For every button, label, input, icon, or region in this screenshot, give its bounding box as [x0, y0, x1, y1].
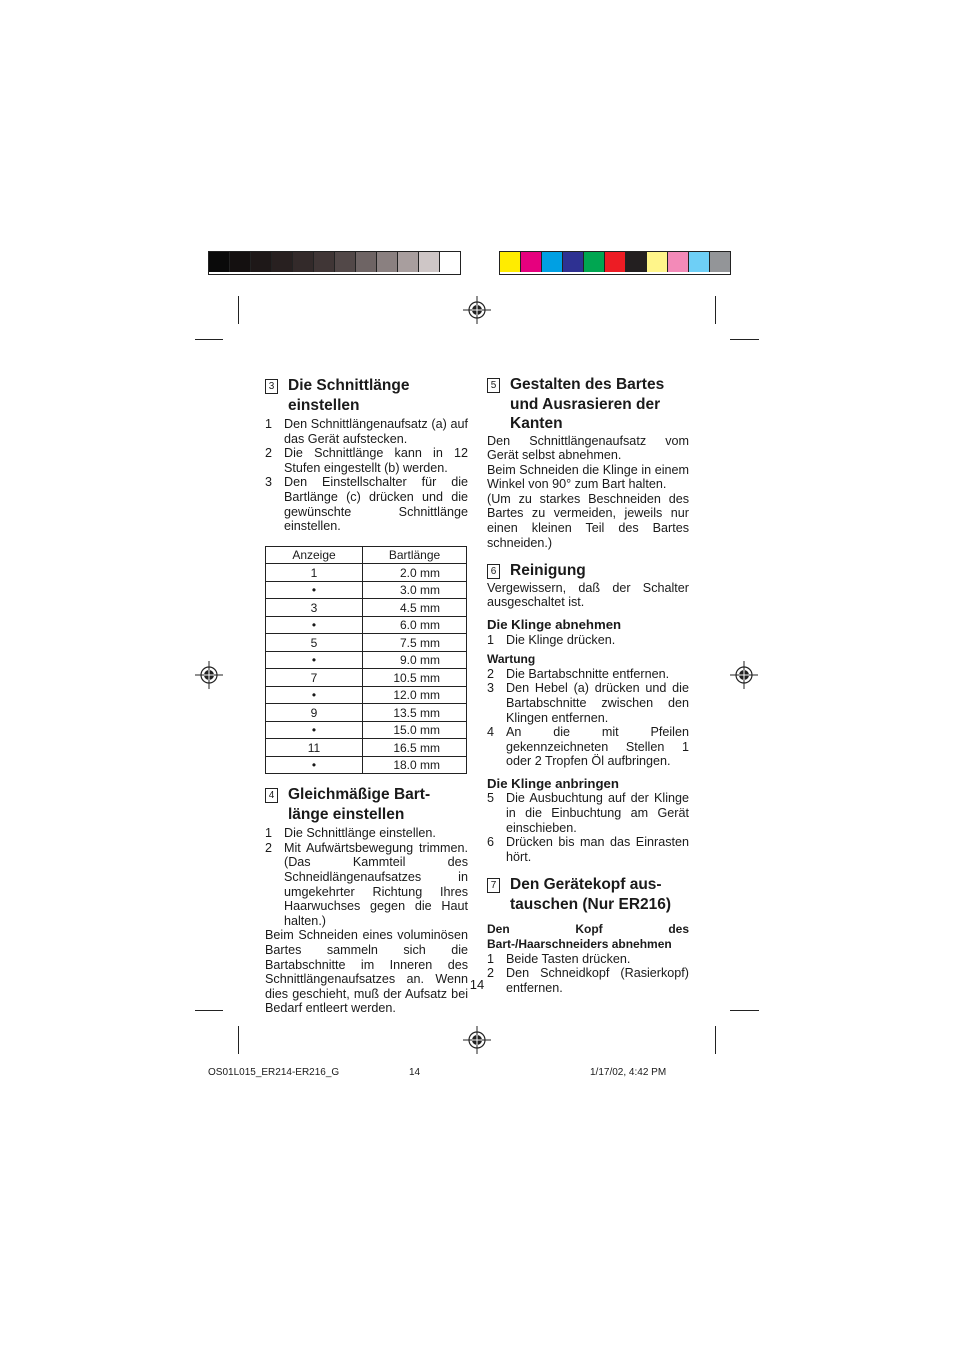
color-swatch	[419, 252, 440, 272]
color-swatch	[377, 252, 398, 272]
color-swatch	[710, 252, 730, 272]
section-3-heading	[265, 376, 468, 415]
color-swatch	[251, 252, 272, 272]
list-item: 2 Die Bartabschnitte entfernen.	[487, 666, 670, 681]
list-item: 2 Die Schnittlänge kann in 12 Stufen eingestellt (b) werden.	[265, 446, 468, 475]
table-row	[266, 686, 467, 704]
table-row	[266, 739, 467, 757]
section-7	[487, 875, 689, 995]
color-swatch	[584, 252, 605, 272]
cut-length-table	[265, 546, 467, 775]
color-swatch	[398, 252, 419, 272]
color-swatch	[272, 252, 293, 272]
table-row	[266, 669, 467, 687]
table-row	[266, 756, 467, 774]
left-column	[265, 376, 468, 1016]
beard-length-cell: 9.0 mm	[363, 651, 467, 669]
section-number-badge: 5	[487, 378, 500, 393]
cut-length-table-body	[266, 564, 467, 774]
list-item: 1 Die Klinge drücken.	[487, 632, 616, 647]
section-3	[265, 376, 468, 534]
crop-mark-bottom-right-horizontal	[730, 1010, 759, 1011]
section-7-title-line1: Den Gerätekopf aus-	[510, 876, 662, 894]
footer-file-name: OS01L015_ER214-ER216_G	[208, 1067, 340, 1078]
crop-mark-bottom-right-vertical	[715, 1026, 716, 1054]
section-5-paragraph-2: Beim Schneiden die Klinge in einem Winkel von 90° zum Bart halten.	[487, 462, 689, 492]
section-number-badge: 4	[265, 788, 278, 803]
beard-length-cell: 10.5 mm	[363, 669, 467, 687]
right-column	[487, 375, 689, 995]
registration-mark-bottom-icon	[463, 1026, 491, 1054]
section-5-heading	[487, 375, 689, 434]
list-item: 1 Die Schnittlänge einstellen.	[265, 826, 436, 841]
color-swatch	[335, 252, 356, 272]
section-number-badge: 6	[487, 564, 500, 579]
footer-page: 14	[409, 1067, 421, 1078]
section-6-title: Reinigung	[510, 562, 586, 580]
indicator-cell: 11	[266, 739, 363, 757]
registration-mark-right-icon	[730, 661, 758, 689]
color-swatch	[689, 252, 710, 272]
indicator-cell: 5	[266, 634, 363, 652]
beard-length-cell: 15.0 mm	[363, 721, 467, 739]
color-swatch	[605, 252, 626, 272]
beard-length-cell: 2.0 mm	[363, 564, 467, 582]
indicator-cell: •	[266, 721, 363, 739]
list-item: 3 Den Hebel (a) drücken und die Bartabschnitte zwischen den Klingen entfernen.	[487, 681, 689, 725]
color-swatch	[293, 252, 314, 272]
section-4-title-line2: länge einstellen	[288, 805, 405, 823]
section-7-title-line2: tauschen (Nur ER216)	[510, 895, 672, 913]
section-5-title-line3: Kanten	[510, 415, 563, 432]
list-item: 6 Drücken bis man das Einrasten hört.	[487, 835, 689, 864]
beard-length-cell: 12.0 mm	[363, 686, 467, 704]
table-row	[266, 616, 467, 634]
table-row	[266, 704, 467, 722]
color-swatch	[440, 252, 460, 272]
grayscale-color-bar	[208, 251, 461, 275]
table-header-beard-length: Bartlänge	[363, 546, 467, 564]
section-7-heading	[487, 875, 689, 914]
section-5-paragraph-1: Den Schnittlängenaufsatz vom Gerät selbst abnehmen.	[487, 433, 689, 463]
indicator-cell: 7	[266, 669, 363, 687]
crop-mark-top-right-horizontal	[730, 339, 759, 340]
table-header-indicator: Anzeige	[266, 546, 363, 564]
section-4-paragraph: Beim Schneiden eines voluminösen Bartes sammeln sich die Bartabschnitte im Inneren des Schnittlängenaufsatzes an. Wenn dies geschieht, muß der Aufsatz bei Bedarf entleert werden.	[265, 928, 468, 1016]
color-swatch	[647, 252, 668, 272]
color-swatch	[500, 252, 521, 272]
color-swatch	[668, 252, 689, 272]
registration-mark-top-icon	[463, 296, 491, 324]
list-item: 2 Mit Aufwärtsbewegung trimmen. (Das Kammteil des Schneidlängenaufsatzes in umgekehrter Richtung Ihres Haarwuchses gegen die Haut halten.)	[265, 840, 468, 928]
list-item: 3 Den Einstellschalter für die Bartlänge (c) drücken und die gewünschte Schnittlänge einstellen.	[265, 475, 468, 534]
indicator-cell: •	[266, 651, 363, 669]
remove-blade-steps	[487, 633, 689, 648]
indicator-cell: •	[266, 686, 363, 704]
beard-length-cell: 3.0 mm	[363, 581, 467, 599]
beard-length-cell: 6.0 mm	[363, 616, 467, 634]
indicator-cell: •	[266, 756, 363, 774]
color-swatch	[314, 252, 335, 272]
beard-length-cell: 16.5 mm	[363, 739, 467, 757]
section-3-title-line1: Die Schnittlänge	[288, 377, 410, 394]
section-5-title-line1: Gestalten des Bartes	[510, 376, 665, 393]
subheading-remove-blade: Die Klinge abnehmen	[487, 616, 622, 632]
subheading-attach-blade: Die Klinge anbringen	[487, 775, 619, 791]
indicator-cell: 3	[266, 599, 363, 617]
beard-length-cell: 4.5 mm	[363, 599, 467, 617]
beard-length-cell: 18.0 mm	[363, 756, 467, 774]
crop-mark-bottom-left-horizontal	[195, 1010, 223, 1011]
indicator-cell: •	[266, 581, 363, 599]
section-5-title-line2: und Ausrasieren der	[510, 395, 661, 413]
table-row	[266, 564, 467, 582]
table-row	[266, 599, 467, 617]
section-3-title-line2: einstellen	[288, 396, 360, 414]
footer-date: 1/17/02, 4:42 PM	[590, 1067, 667, 1078]
beard-length-cell: 7.5 mm	[363, 634, 467, 652]
table-row	[266, 721, 467, 739]
color-swatch	[521, 252, 542, 272]
table-row	[266, 581, 467, 599]
subheading-maintenance: Wartung	[487, 652, 536, 667]
color-swatch	[356, 252, 377, 272]
section-6-heading	[487, 561, 689, 581]
color-swatch	[230, 252, 251, 272]
crop-mark-top-right-vertical	[715, 296, 716, 324]
list-item: 5 Die Ausbuchtung auf der Klinge in die Einbuchtung am Gerät einschieben.	[487, 791, 689, 835]
table-row	[266, 634, 467, 652]
indicator-cell: 1	[266, 564, 363, 582]
section-4	[265, 785, 468, 1016]
color-swatch	[542, 252, 563, 272]
page-number: 14	[469, 977, 485, 992]
crop-mark-top-left-horizontal	[195, 339, 223, 340]
process-color-bar	[499, 251, 731, 275]
table-row	[266, 651, 467, 669]
subheading-remove-head: Den Kopf des Bart-/Haarschneiders abnehmen	[487, 922, 689, 952]
section-5-paragraph-3: (Um zu starkes Beschneiden des Bartes zu vermeiden, jeweils nur einen kleinen Teil des Bartes schneiden.)	[487, 491, 689, 550]
list-item: 2 Den Schneidkopf (Rasierkopf) entfernen.	[487, 966, 689, 995]
maintenance-steps	[487, 667, 689, 769]
section-5	[487, 375, 689, 550]
color-swatch	[563, 252, 584, 272]
indicator-cell: 9	[266, 704, 363, 722]
section-number-badge: 3	[265, 379, 278, 394]
section-3-steps	[265, 417, 468, 534]
list-item: 4 An die mit Pfeilen gekennzeichneten Stellen 1 oder 2 Tropfen Öl aufbringen.	[487, 725, 689, 769]
section-4-title-line1: Gleichmäßige Bart-	[288, 786, 431, 804]
remove-head-steps	[487, 952, 689, 996]
section-6-paragraph: Vergewissern, daß der Schalter ausgeschaltet ist.	[487, 580, 689, 610]
section-4-heading	[265, 785, 468, 824]
list-item: 1 Den Schnittlängenaufsatz (a) auf das Gerät aufstecken.	[265, 417, 468, 446]
color-swatch	[626, 252, 647, 272]
registration-mark-left-icon	[195, 661, 223, 689]
table-header-row	[266, 546, 467, 564]
crop-mark-bottom-left-vertical	[238, 1026, 239, 1054]
crop-mark-top-left-vertical	[238, 296, 239, 324]
section-6	[487, 561, 689, 864]
attach-blade-steps	[487, 791, 689, 864]
section-number-badge: 7	[487, 878, 500, 893]
section-4-steps	[265, 826, 468, 928]
beard-length-cell: 13.5 mm	[363, 704, 467, 722]
indicator-cell: •	[266, 616, 363, 634]
list-item: 1 Beide Tasten drücken.	[487, 951, 631, 966]
color-swatch	[209, 252, 230, 272]
